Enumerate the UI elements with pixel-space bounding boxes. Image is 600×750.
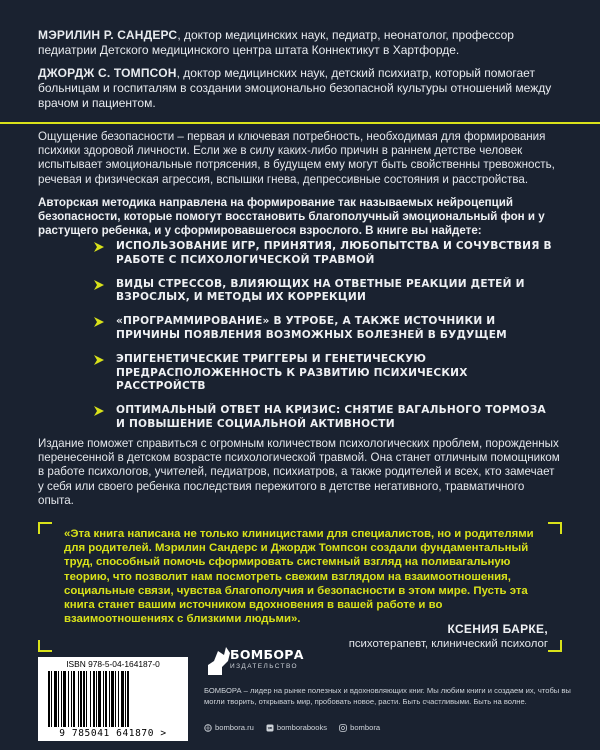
quote-corner: [548, 640, 562, 652]
author-desc: , доктор медицинских наук, педиатр, неонатолог, профессор педиатрии Детского медицинского центра штата Коннектикут в Хартфорде.: [38, 28, 514, 57]
method-paragraph: Авторская методика направлена на формирование так называемых нейроцепций безопасности, которые помогут восстановить благополучный эмоциональный фон и у растущего ребенка, и у сформировавшегося взрослого. В книге вы найдете:: [38, 196, 545, 238]
feature-item: [116, 278, 556, 306]
barcode-bar: [68, 671, 69, 727]
author-bio: [38, 66, 558, 111]
arrow-icon: [93, 405, 105, 417]
barcode-bar: [93, 671, 95, 727]
arrow-icon: [93, 316, 105, 328]
review-quote: «Эта книга написана не только клиницистами для специалистов, но и родителями для родителей. Мэрилин Сандерс и Джордж Томпсон создали фундаментальный труд, способный помочь сформировать системный взгляд на поливагальную теорию, что позволит нам посмотреть свежим взглядом на взаимоотношения, социальные связи, чувства благополучия и безопасности в этом мире. Пусть эта книга станет вашим источником вдохновения в вашей работе и во взаимоотношениях с близкими людьми».: [64, 528, 534, 626]
authors-block: [38, 28, 558, 119]
barcode-bar: [54, 671, 57, 727]
barcode-bar: [63, 671, 66, 727]
barcode-bar: [51, 671, 52, 727]
arrow-icon: [93, 354, 105, 366]
publisher-brand: БОМБОРА: [230, 647, 304, 662]
publisher-logo: [230, 647, 304, 670]
barcode-bar: [86, 671, 87, 727]
feature-text: ЭПИГЕНЕТИЧЕСКИЕ ТРИГГЕРЫ И ГЕНЕТИЧЕСКУЮ ПРЕДРАСПОЛОЖЕННОСТЬ К РАЗВИТИЮ ПСИХИЧЕСКИХ РАССТРОЙСТВ: [116, 352, 468, 393]
barcode-bar: [80, 671, 82, 727]
barcode-number: 9 785041 641870 >: [59, 728, 167, 739]
globe-icon: [204, 724, 212, 732]
barcode-bar: [127, 671, 129, 727]
barcode-bar: [111, 671, 114, 727]
summary-paragraph: Издание поможет справиться с огромным количеством психологических проблем, порожденных перенесенной в детском возрасте психологической травмой. Она станет отличным помощником в работе психологов, учителей, педиатров, психиатров, а также родителей и всех, кто замечает у себя или своего ребенка последствия пережитого в детстве негативного, травматичного опыта.: [38, 437, 560, 507]
feature-item: [116, 315, 556, 343]
social-links: [204, 723, 380, 732]
barcode-bar: [73, 671, 75, 727]
barcode-bars: [46, 671, 180, 727]
feature-text: ВИДЫ СТРЕССОВ, ВЛИЯЮЩИХ НА ОТВЕТНЫЕ РЕАКЦИИ ДЕТЕЙ И ВЗРОСЛЫХ, И МЕТОДЫ ИХ КОРРЕКЦИИ: [116, 277, 525, 304]
barcode-bar: [71, 671, 72, 727]
barcode-bar: [96, 671, 97, 727]
feature-item: [116, 353, 556, 394]
instagram-icon: [339, 724, 347, 732]
feature-item: [116, 240, 556, 268]
isbn-text: ISBN 978-5-04-164187-0: [66, 659, 160, 669]
quote-author-role: психотерапевт, клинический психолог: [348, 638, 548, 650]
intro-paragraph: Ощущение безопасности – первая и ключевая потребность, необходимая для формирования психики здоровой личности. Если же в силу каких-либо причин в раннем детстве человек испытывает эмоциональные потрясения, в будущем ему могут быть свойственны тревожность, речевая и физическая агрессия, вспышки гнева, депрессивные состояния и расстройства.: [38, 130, 555, 186]
barcode-bar: [121, 671, 124, 727]
barcode-bar: [118, 671, 119, 727]
barcode-bar: [125, 671, 126, 727]
barcode-bar: [103, 671, 104, 727]
feature-text: ОПТИМАЛЬНЫЙ ОТВЕТ НА КРИЗИС: СНЯТИЕ ВАГАЛЬНОГО ТОРМОЗА И ПОВЫШЕНИЕ СОЦИАЛЬНОЙ АКТИВНОСТИ: [116, 404, 546, 430]
arrow-icon: [93, 279, 105, 291]
isbn-barcode: [38, 657, 188, 741]
author-name: МЭРИЛИН Р. САНДЕРС: [38, 28, 178, 42]
quote-attribution: [349, 622, 548, 650]
feature-text: «ПРОГРАММИРОВАНИЕ» В УТРОБЕ, А ТАКЖЕ ИСТОЧНИКИ И ПРИЧИНЫ ПОЯВЛЕНИЯ ВОЗМОЖНЫХ БОЛЕЗНЕЙ В БУДУЩЕМ: [116, 315, 507, 341]
features-list: [116, 240, 556, 442]
author-name: ДЖОРДЖ С. ТОМПСОН: [38, 66, 177, 80]
feature-text: ИСПОЛЬЗОВАНИЕ ИГР, ПРИНЯТИЯ, ЛЮБОПЫТСТВА И СОЧУВСТВИЯ В РАБОТЕ С ПСИХОЛОГИЧЕСКОЙ ТРАВМОЙ: [116, 240, 552, 266]
barcode-bar: [105, 671, 107, 727]
vk-icon: [266, 724, 274, 732]
social-label: bombora: [350, 723, 381, 732]
arrow-icon: [93, 241, 105, 253]
barcode-bar: [90, 671, 91, 727]
quote-corner: [38, 640, 52, 652]
barcode-bar: [48, 671, 50, 727]
publisher-sub: ИЗДАТЕЛЬСТВО: [230, 663, 298, 670]
social-link[interactable]: [339, 723, 380, 732]
quote-corner: [38, 522, 52, 534]
author-desc: , доктор медицинских наук, детский психиатр, который помогает больницам и госпиталям в создании эмоционально безопасной культуры отношений между врачом и пациентом.: [38, 66, 552, 110]
barcode-bar: [98, 671, 101, 727]
barcode-bar: [61, 671, 62, 727]
feature-item: [116, 404, 556, 432]
publisher-description: БОМБОРА – лидер на рынке полезных и вдохновляющих книг. Мы любим книги и создаем их, чтобы вы могли творить, открывать мир, пробовать новое, расти. Быть счастливыми. Быть на волне.: [204, 686, 571, 706]
barcode-bar: [83, 671, 85, 727]
barcode-bar: [78, 671, 79, 727]
divider-line: [0, 122, 600, 124]
barcode-bar: [109, 671, 110, 727]
barcode-bar: [58, 671, 59, 727]
barcode-bar: [115, 671, 116, 727]
quote-author-name: КСЕНИЯ БАРКЕ,: [447, 622, 548, 636]
author-bio: [38, 28, 558, 58]
quote-corner: [548, 522, 562, 534]
social-label: bombora.ru: [215, 723, 254, 732]
social-link[interactable]: [204, 723, 254, 732]
social-label: bomborabooks: [276, 723, 328, 732]
social-link[interactable]: [266, 723, 327, 732]
